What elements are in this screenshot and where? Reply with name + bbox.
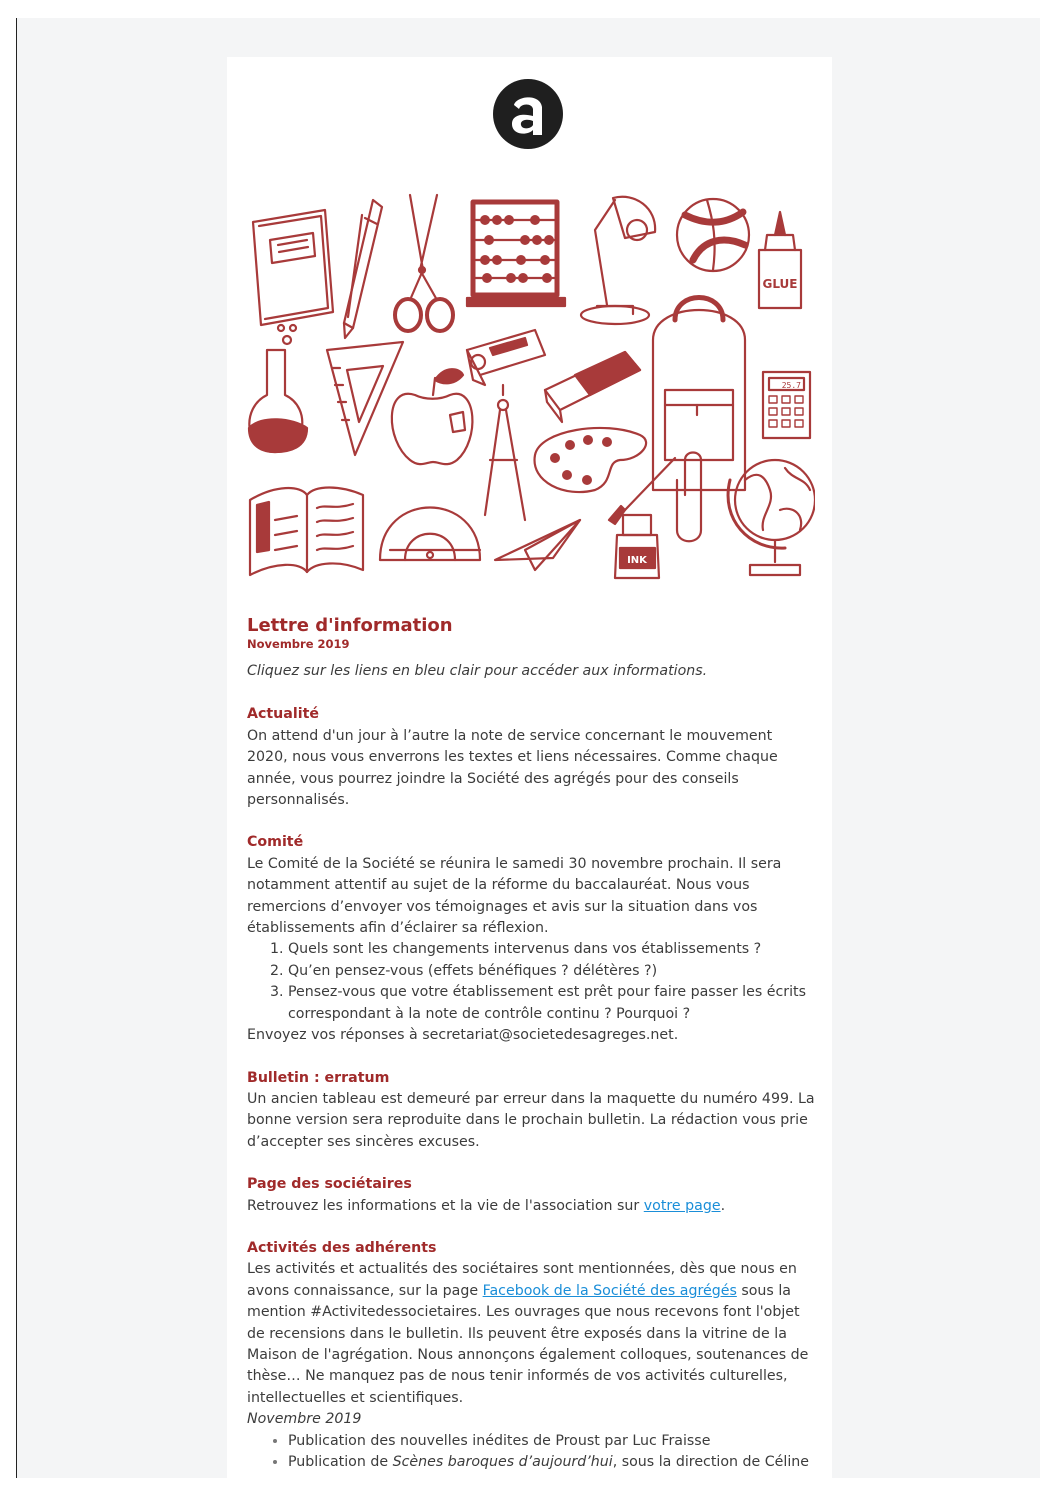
sharpener-icon: [467, 330, 545, 385]
newsletter-date: Novembre 2019: [247, 637, 350, 651]
newsletter-card: [227, 57, 832, 1478]
apple-icon: [392, 369, 473, 464]
paperclip-icon: [677, 453, 701, 542]
school-supplies-illustration: [245, 190, 815, 580]
calculator-icon: [763, 372, 810, 438]
facebook-link[interactable]: Facebook de la Société des agrégés: [482, 1282, 737, 1299]
section-actualite: [247, 704, 817, 811]
section-activites: [247, 1238, 817, 1473]
ball-icon: [677, 199, 749, 271]
glue-label: GLUE: [762, 277, 798, 291]
comite-footer: Envoyez vos réponses à secretariat@societedesagreges.net.: [247, 1027, 679, 1044]
list-item: 1. Quels sont les changements intervenus dans vos établissements ?: [288, 939, 817, 960]
protractor-icon: [380, 508, 480, 561]
section-text-bulletin: Un ancien tableau est demeuré par erreur dans la maquette du numéro 499. La bonne version sera reproduite dans le prochain bulletin. La rédaction vous prie d’accepter ses sincères excuses.: [247, 1090, 815, 1150]
activites-period: Novembre 2019: [247, 1411, 362, 1428]
comite-question-list: [247, 939, 817, 1025]
scissors-icon: [395, 195, 453, 331]
section-text-activites: [247, 1259, 817, 1409]
list-item: [288, 1452, 817, 1473]
letter-a-circle-icon: [492, 78, 564, 150]
globe-icon: [728, 460, 815, 575]
pencil-icon: [344, 200, 382, 338]
votre-page-link[interactable]: votre page: [643, 1197, 721, 1214]
palette-icon: [535, 428, 647, 492]
notebook-icon: [253, 210, 333, 325]
backpack-icon: [653, 298, 745, 491]
activites-list: [247, 1431, 817, 1474]
open-book-icon: [250, 488, 363, 576]
section-title-actualite: Actualité: [247, 706, 319, 723]
calculator-display: 25.7: [781, 381, 801, 390]
glue-icon: [759, 212, 801, 308]
section-bulletin: [247, 1068, 817, 1154]
flask-icon: [249, 325, 307, 452]
section-text-actualite: On attend d'un jour à l’autre la note de service concernant le mouvement 2020, nous vous enverrons les textes et liens nécessaires. Comme chaque année, vous pourrez joindre la Société des agrégés pour des conseils personnalisés.: [247, 727, 778, 809]
ink-label: INK: [627, 555, 647, 566]
newsletter-intro: Cliquez sur les liens en bleu clair pour accéder aux informations.: [247, 663, 708, 679]
text-span: .: [720, 1197, 726, 1214]
list-item: • Publication des nouvelles inédites de Proust par Luc Fraisse: [288, 1431, 817, 1452]
set-square-icon: [327, 342, 403, 455]
list-item: 3. Pensez-vous que votre établissement est prêt pour faire passer les écrits correspondant à la note de contrôle continu ? Pourquoi ?: [288, 982, 817, 1025]
text-span: sous la mention #Activitedessocietaires. Les ouvrages que nous recevons font l'objet de recensions dans le bulletin. Ils peuvent être exposés dans la vitrine de la Maison de l'agrégation. Nous annonçons également colloques, soutenances de thèse… Ne manquez pas de nous tenir informés de vos activités culturelles, intellectuelles et scientifiques.: [247, 1282, 809, 1406]
text-span: Publication de: [288, 1454, 393, 1470]
section-title-bulletin: Bulletin : erratum: [247, 1069, 390, 1086]
section-societaires: [247, 1174, 817, 1217]
text-span: Les activités et actualités des sociétaires sont mentionnées, dès que nous en avons connaissance, sur la page: [247, 1261, 797, 1299]
paper-plane-icon: [495, 520, 580, 570]
list-item: 2. Qu’en pensez-vous (effets bénéfiques ? délétères ?): [288, 961, 817, 982]
abacus-icon: [467, 202, 565, 306]
section-title-activites: Activités des adhérents: [247, 1239, 437, 1256]
newsletter-title: Lettre d'information: [247, 615, 453, 636]
text-span: , sous la direction de Céline: [612, 1454, 810, 1470]
compass-icon: [485, 385, 525, 520]
section-title-societaires: Page des sociétaires: [247, 1176, 412, 1193]
eraser-icon: [545, 352, 640, 422]
ink-bottle-icon: [615, 515, 659, 578]
text-span: Retrouvez les informations et la vie de l'association sur: [247, 1197, 644, 1214]
book-title: Scènes baroques d’aujourd’hui: [392, 1454, 613, 1470]
section-title-comite: Comité: [247, 834, 304, 851]
section-text-comite: Le Comité de la Société se réunira le samedi 30 novembre prochain. Il sera notamment attentif au sujet de la réforme du baccalauréat. Nous vous remercions d’envoyer vos témoignages et avis sur la situation dans vos établissements afin d’éclairer sa réflexion.: [247, 855, 782, 937]
section-comite: [247, 832, 817, 1046]
section-text-societaires: [247, 1196, 817, 1217]
desk-lamp-icon: [581, 197, 655, 324]
newsletter-content: [247, 615, 817, 1478]
